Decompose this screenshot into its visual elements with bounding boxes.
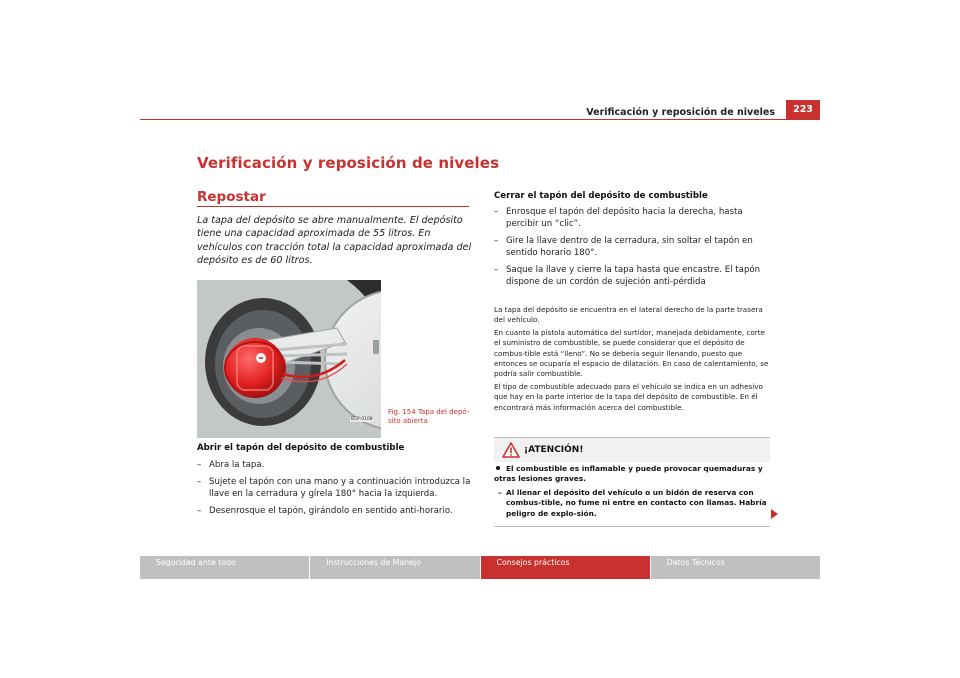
- info-paragraph: En cuanto la pistola automática del surtidor, manejada debidamente, corte el suministro de combustible, se puede considerar que el depósito de combus-tible está “lleno”. No se debería seguir llenando, puesto que entonces se ocuparía el espacio de dilatación. En caso de calentamiento, se podría salir combustible.: [494, 327, 769, 379]
- nav-datos[interactable]: Datos Técnicos: [651, 556, 820, 579]
- warning-body: [494, 464, 770, 519]
- close-cap-steps: [494, 206, 770, 293]
- list-item: – Abra la tapa.: [197, 460, 265, 470]
- list-item: – Saque la llave y cierre la tapa hasta que encastre. El tapón dispone de un cordón de sujeción anti-pérdida: [494, 265, 761, 287]
- warning-triangle-icon: [502, 442, 520, 462]
- list-item: – Desenrosque el tapón, girándolo en sentido anti-horario.: [197, 506, 453, 516]
- close-cap-heading: Cerrar el tapón del depósito de combustible: [494, 191, 708, 201]
- section-nav: [140, 556, 820, 579]
- info-text: [494, 305, 770, 415]
- open-cap-heading: Abrir el tapón del depósito de combustible: [197, 443, 405, 453]
- warning-subitem: Al llenar el depósito del vehículo o un bidón de reserva con combus-tible, no fume ni entre en contacto con llamas. Habría peligro de explo-sión.: [506, 487, 767, 518]
- section-intro: La tapa del depósito se abre manualmente. El depósito tiene una capacidad aproximada de 55 litros. En vehículos con tracción total la capacidad aproximada del depósito es de 60 litros.: [197, 215, 472, 267]
- bullet-icon: [496, 466, 500, 470]
- section-rule: [197, 206, 469, 207]
- section-title: Repostar: [197, 189, 266, 205]
- warning-box: [494, 437, 770, 527]
- open-cap-steps: [197, 459, 477, 522]
- page-number: 223: [786, 100, 820, 119]
- main-title: Verificación y reposición de niveles: [197, 154, 500, 172]
- next-page-arrow-icon[interactable]: [771, 509, 778, 519]
- info-paragraph: El tipo de combustible adecuado para el vehículo se indica en un adhesivo que hay en la parte interior de la tapa del depósito de combustible. En él encontrará más información acerca del combustible.: [494, 381, 763, 412]
- fuel-cap-illustration: [197, 280, 381, 438]
- nav-seguridad[interactable]: Seguridad ante todo: [140, 556, 309, 579]
- nav-instrucciones[interactable]: Instrucciones de Manejo: [310, 556, 479, 579]
- figure-code: B5P-0108: [351, 417, 373, 422]
- figure-caption: Fig. 154 Tapa del depó-sito abierta: [388, 408, 470, 425]
- info-paragraph: La tapa del depósito se encuentra en el lateral derecho de la parte trasera del vehículo.: [494, 305, 763, 325]
- running-title: Verificación y reposición de niveles: [586, 107, 775, 118]
- warning-item: El combustible es inflamable y puede provocar quemaduras y otras lesiones graves.: [494, 464, 763, 484]
- fuel-cap-figure: [197, 280, 381, 438]
- list-item: – Sujete el tapón con una mano y a continuación introduzca la llave en la cerradura y gírela 180° hacia la izquierda.: [197, 477, 471, 499]
- dash: –: [498, 487, 502, 497]
- warning-title: ¡ATENCIÓN!: [524, 445, 584, 455]
- list-item: – Enrosque el tapón del depósito hacia la derecha, hasta percibir un “clic”.: [494, 207, 743, 229]
- nav-consejos[interactable]: Consejos prácticos: [481, 556, 650, 579]
- header-rule: [140, 119, 820, 120]
- list-item: – Gire la llave dentro de la cerradura, sin soltar el tapón en sentido horario 180°.: [494, 236, 753, 258]
